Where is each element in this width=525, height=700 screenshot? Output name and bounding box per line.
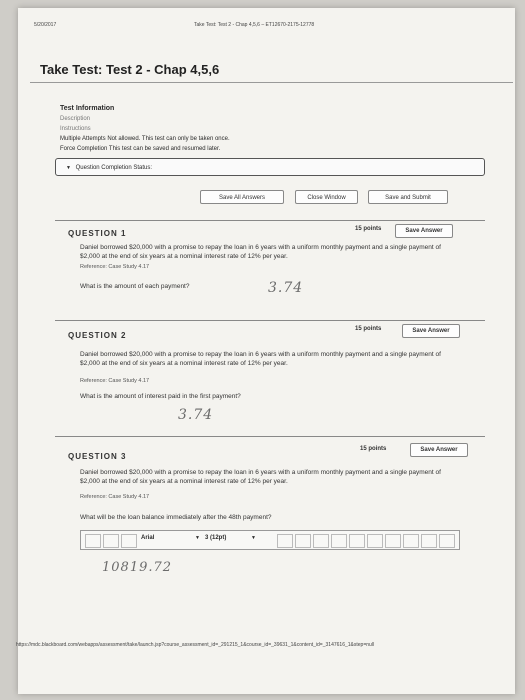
question-number: QUESTION 2	[68, 331, 127, 340]
save-answer-button[interactable]: Save Answer	[395, 224, 453, 238]
handwritten-answer: 10819.72	[102, 560, 173, 575]
toolbar-button[interactable]	[313, 534, 329, 548]
question-number: QUESTION 1	[68, 229, 127, 238]
save-answer-button[interactable]: Save Answer	[410, 443, 468, 457]
print-title: Take Test: Test 2 - Chap 4,5,6 – ET12670-2175-12778	[194, 22, 315, 28]
page-url-footer: https://mdc.blackboard.com/webapps/assessment/take/launch.jsp?course_assessment_id=_291215_1&course_id=_39631_1&content_id=_3147616_1&step=null	[16, 642, 375, 648]
question-text: Daniel borrowed $20,000 with a promise to repay the loan in 6 years with a uniform monthly payment and a single payment of $2,000 at the end of six years at a nominal interest rate of 12% per year.	[80, 351, 441, 367]
expand-arrow-icon: ▼	[66, 165, 71, 171]
save-all-answers-button[interactable]: Save All Answers	[200, 190, 284, 204]
test-information	[60, 104, 490, 154]
font-size-select[interactable]: 3 (12pt)	[205, 535, 227, 541]
toolbar-button[interactable]	[121, 534, 137, 548]
toolbar-button[interactable]	[385, 534, 401, 548]
question-points: 15 points	[355, 226, 382, 232]
question-text: Daniel borrowed $20,000 with a promise to repay the loan in 6 years with a uniform monthly payment and a single payment of $2,000 at the end of six years at a nominal interest rate of 12% per year.	[80, 244, 441, 260]
chevron-down-icon: ▼	[251, 535, 256, 541]
question-completion-status[interactable]	[55, 158, 485, 176]
print-header	[34, 22, 499, 34]
chevron-down-icon: ▼	[195, 535, 200, 541]
question-points: 15 points	[360, 446, 387, 452]
description-link[interactable]: Description	[60, 116, 91, 122]
question-prompt: What is the amount of interest paid in the first payment?	[80, 393, 241, 400]
question-divider	[55, 320, 485, 321]
toolbar-button[interactable]	[439, 534, 455, 548]
force-completion-text: Force Completion This test can be saved and resumed later.	[60, 146, 221, 152]
question-divider	[55, 220, 485, 221]
instructions-link[interactable]: Instructions	[60, 126, 91, 132]
toolbar-button[interactable]	[403, 534, 419, 548]
close-window-button[interactable]: Close Window	[295, 190, 358, 204]
toolbar-button[interactable]	[331, 534, 347, 548]
toolbar-button[interactable]	[103, 534, 119, 548]
toolbar-button[interactable]	[277, 534, 293, 548]
multiple-attempts-text: Multiple Attempts Not allowed. This test can only be taken once.	[60, 136, 230, 142]
question-reference: Reference: Case Study 4.17	[80, 264, 150, 270]
question-points: 15 points	[355, 326, 382, 332]
completion-status-label: Question Completion Status:	[75, 165, 152, 171]
toolbar-button[interactable]	[421, 534, 437, 548]
print-date: 5/20/2017	[34, 22, 57, 28]
handwritten-answer: 3.74	[268, 280, 304, 296]
toolbar-button[interactable]	[295, 534, 311, 548]
toolbar-button[interactable]	[349, 534, 365, 548]
save-and-submit-button[interactable]: Save and Submit	[368, 190, 448, 204]
question-prompt: What is the amount of each payment?	[80, 283, 190, 290]
question-text: Daniel borrowed $20,000 with a promise to repay the loan in 6 years with a uniform monthly payment and a single payment of $2,000 at the end of six years at a nominal interest rate of 12% per year.	[80, 469, 441, 485]
text-editor-toolbar	[80, 530, 460, 550]
font-family-select[interactable]: Arial	[141, 535, 155, 541]
handwritten-answer: 3.74	[178, 407, 214, 423]
question-reference: Reference: Case Study 4.17	[80, 378, 150, 384]
question-prompt: What will be the loan balance immediately after the 48th payment?	[80, 514, 272, 521]
question-number: QUESTION 3	[68, 452, 127, 461]
test-info-heading: Test Information	[60, 105, 115, 112]
toolbar-button[interactable]	[85, 534, 101, 548]
toolbar-button[interactable]	[367, 534, 383, 548]
question-reference: Reference: Case Study 4.17	[80, 494, 150, 500]
question-divider	[55, 436, 485, 437]
save-answer-button[interactable]: Save Answer	[402, 324, 460, 338]
page-title: Take Test: Test 2 - Chap 4,5,6	[40, 62, 220, 77]
title-divider	[30, 82, 513, 83]
